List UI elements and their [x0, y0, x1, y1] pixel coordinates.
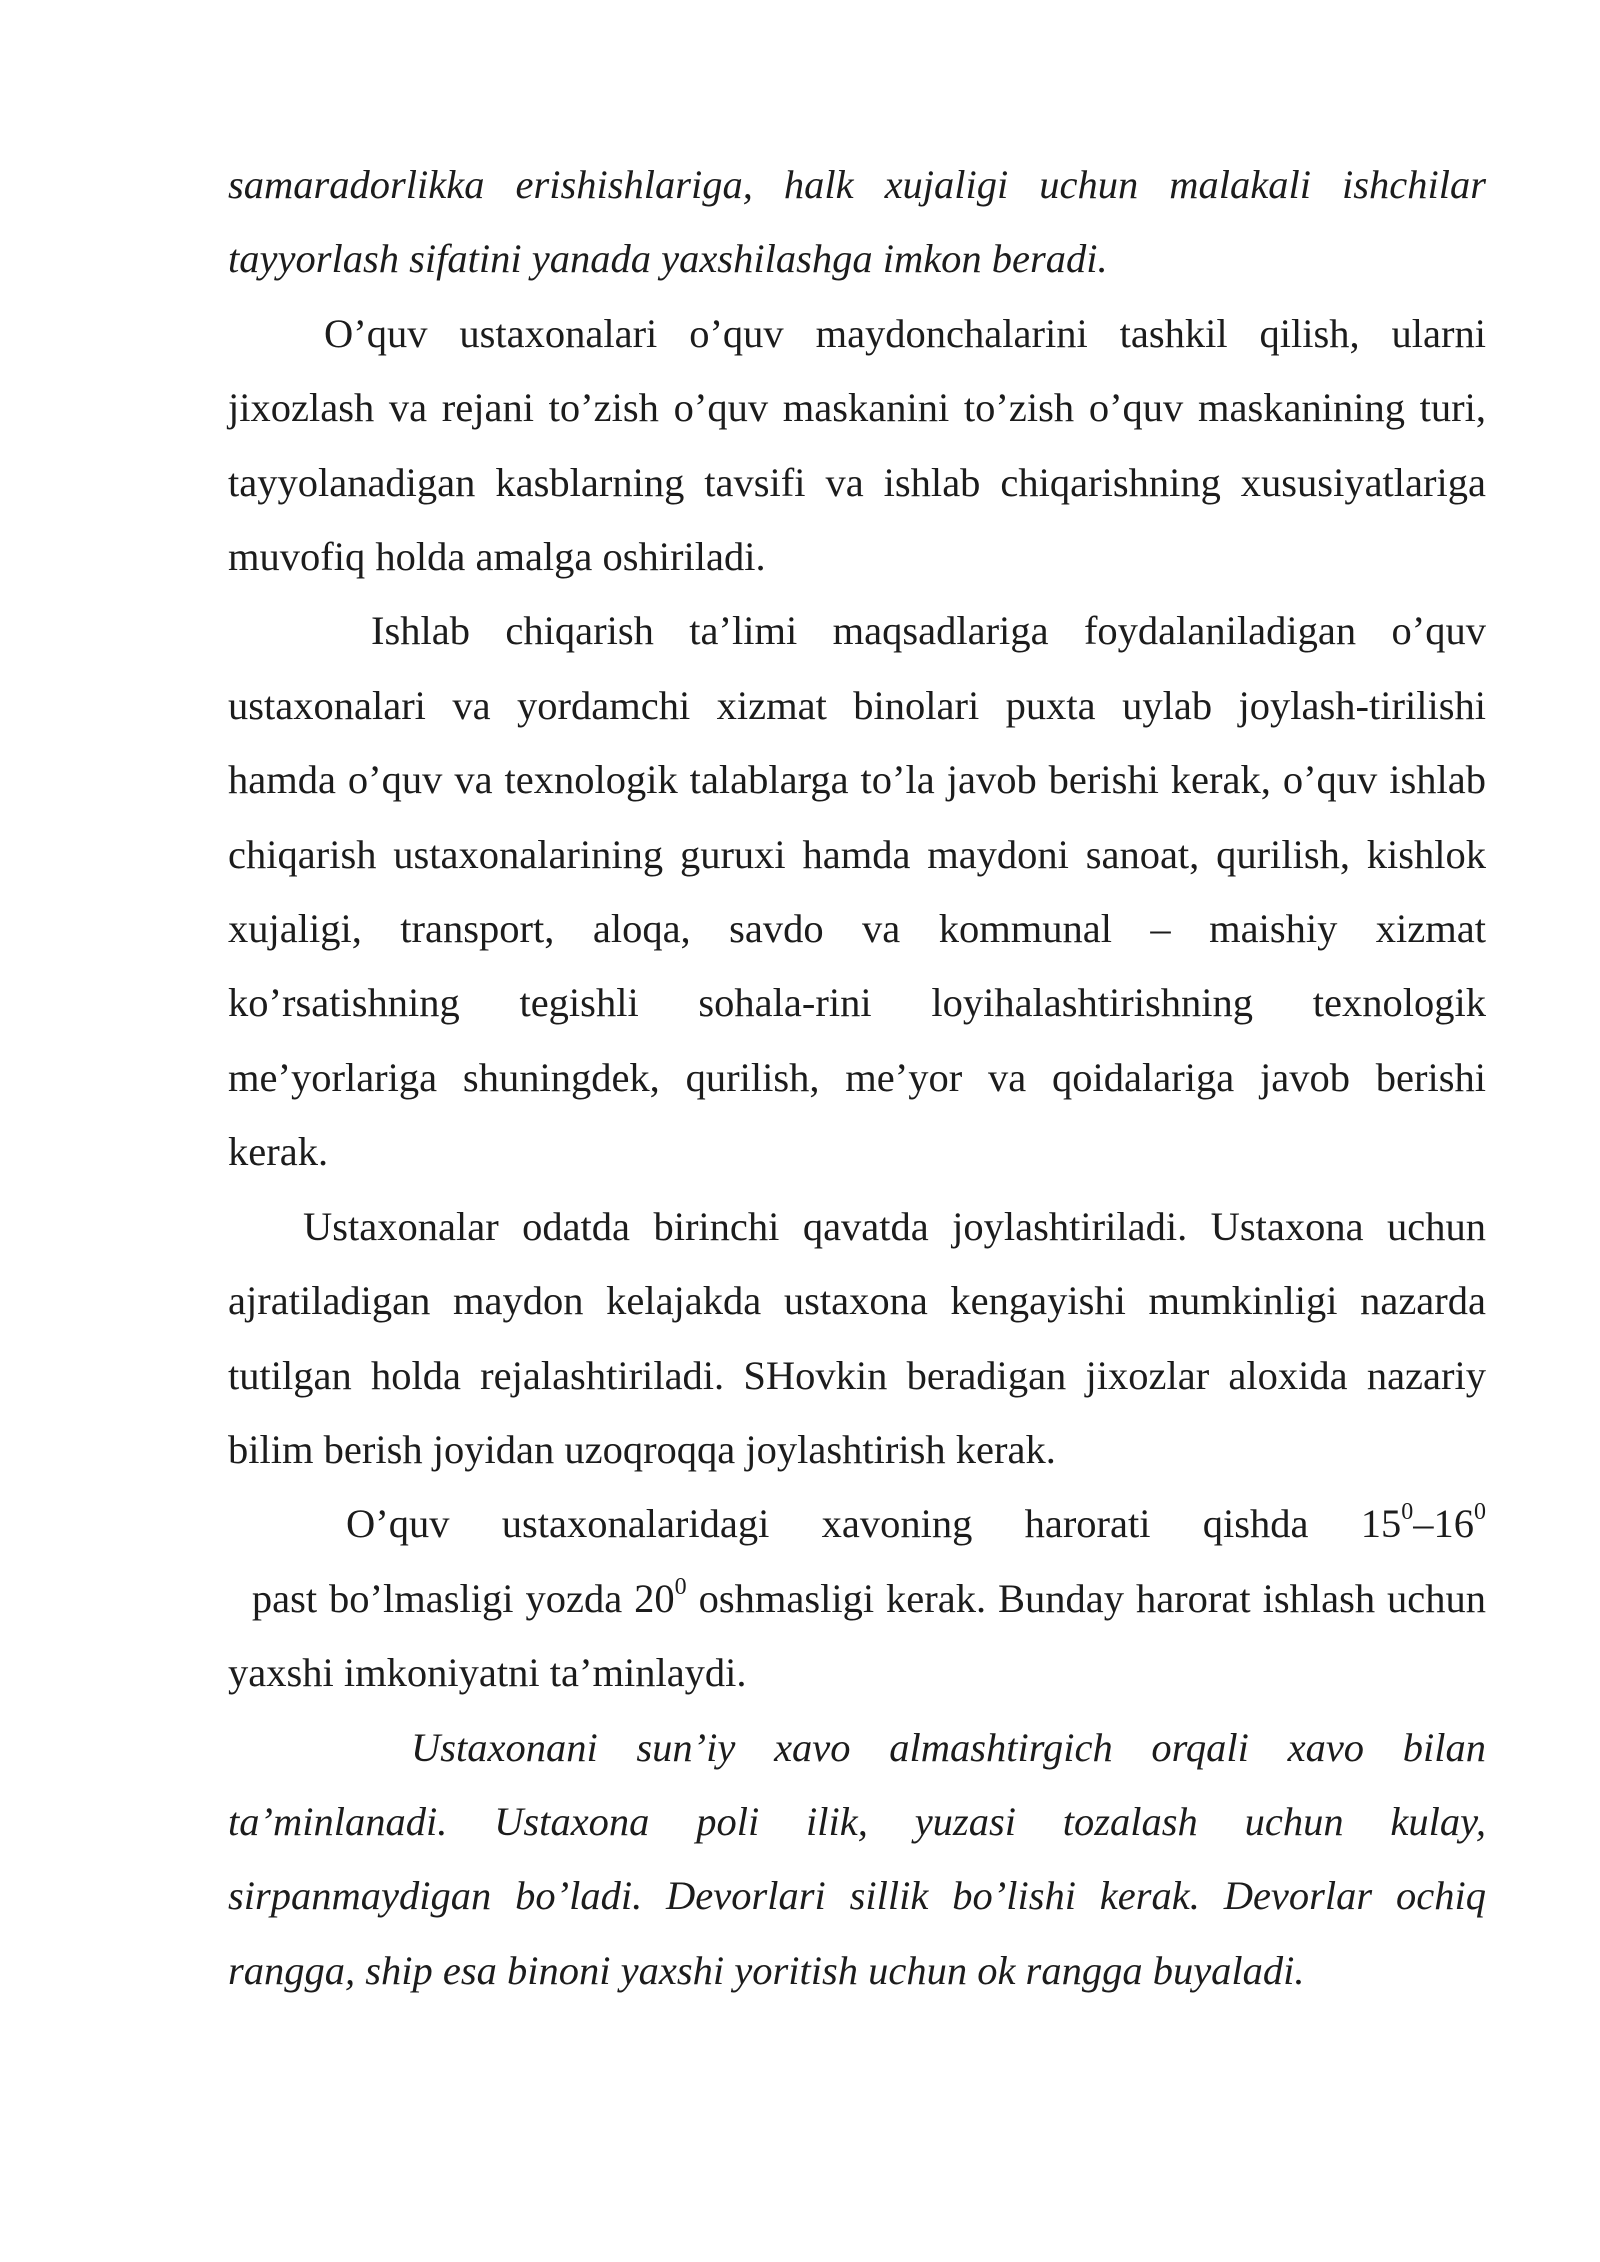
paragraph-5-text-a: O’quv ustaxonalaridagi xavoning harorati qishda 15 — [346, 1501, 1402, 1547]
paragraph-2: O’quv ustaxonalari o’quv maydonchalarini tashkil qilish, ularni jixozlash va rejani to’zish o’quv maskanini to’zish o’quv maskanining turi, tayyolanadigan kasblarning tavsifi va ishlab chiqarishning xususiyatlariga muvofiq holda amalga oshiriladi. — [228, 310, 1486, 580]
paragraph-5 — [228, 1487, 1486, 1710]
document-page — [228, 148, 1486, 2008]
degree-superscript: 0 — [1401, 1499, 1414, 1526]
paragraph-6: Ustaxonani sun’iy xavo almashtirgich orqali xavo bilan ta’minlanadi. Ustaxona poli ilik, yuzasi tozalash uchun kulay, sirpanmaydigan bo’ladi. Devorlari sillik bo’lishi kerak. Devorlar ochiq rangga, ship esa binoni yaxshi yoritish uchun ok rangga buyaladi. — [228, 1724, 1486, 1993]
paragraph-1: samaradorlikka erishishlariga, halk xujaligi uchun malakali ishchilar tayyorlash sifatini yanada yaxshilashga imkon beradi. — [228, 162, 1486, 282]
paragraph-5-text-c: past bo’lmasligi yozda 20 — [228, 1575, 675, 1621]
degree-superscript: 0 — [1474, 1499, 1486, 1526]
paragraph-5-text-d: oshmasligi kerak. Bunday harorat ishlash uchun yaxshi imkoniyatni ta’minlaydi. — [228, 1575, 1486, 1696]
degree-superscript: 0 — [674, 1573, 687, 1600]
paragraph-4: Ustaxonalar odatda birinchi qavatda joylashtiriladi. Ustaxona uchun ajratiladigan maydon kelajakda ustaxona kengayishi mumkinligi nazarda tutilgan holda rejalashtiriladi. SHovkin beradigan jixozlar aloxida nazariy bilim berish joyidan uzoqroqqa joylashtirish kerak. — [228, 1203, 1486, 1472]
paragraph-5-text-b: –16 — [1413, 1501, 1474, 1547]
paragraph-3: Ishlab chiqarish ta’limi maqsadlariga foydalaniladigan o’quv ustaxonalari va yordamchi xizmat binolari puxta uylab joylash-tirilishi hamda o’quv va texnologik talablarga to’la javob berishi kerak, o’quv ishlab chiqarish ustaxonalarining guruxi hamda maydoni sanoat, qurilish, kishlok xujaligi, transport, aloqa, savdo va kommunal – maishiy xizmat ko’rsatishning tegishli sohala-rini loyihalashtirishning texnologik me’yorlariga shuningdek, qurilish, me’yor va qoidalariga javob berishi kerak. — [228, 608, 1486, 1175]
